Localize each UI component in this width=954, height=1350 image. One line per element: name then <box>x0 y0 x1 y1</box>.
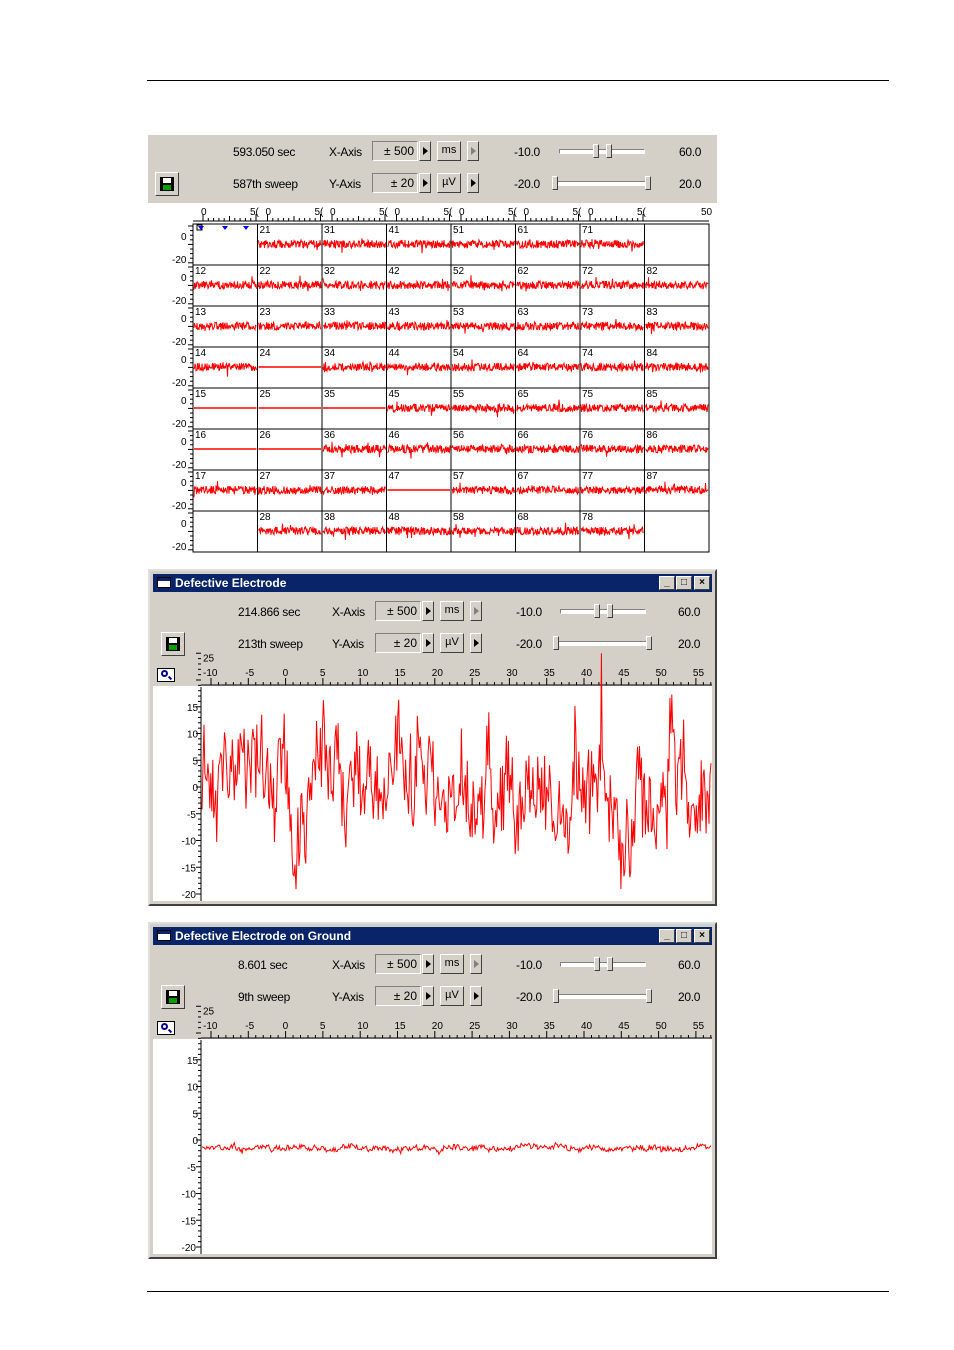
x-tick-label: 0 <box>459 207 465 218</box>
y-range-slider-thumb-high[interactable] <box>646 636 652 650</box>
x-tick-label: 50 <box>701 207 713 218</box>
x-tick-label: 5( <box>379 207 388 218</box>
channel-label: 42 <box>388 266 400 277</box>
channel-label: 25 <box>259 389 271 400</box>
channel-label: 23 <box>259 307 271 318</box>
y-tick-label: -15 <box>181 863 196 875</box>
y-unit-arrow-button[interactable] <box>470 986 482 1006</box>
y-range-arrow-button[interactable] <box>422 986 434 1006</box>
channel-label: 85 <box>646 389 658 400</box>
y-tick-label: 15 <box>187 702 199 714</box>
x-range-field[interactable]: ± 500 <box>372 141 418 161</box>
channel-trace <box>517 322 580 330</box>
y-axis-label: Y-Axis <box>332 637 364 651</box>
y-range-slider-thumb-high[interactable] <box>646 989 652 1003</box>
channel-label: 26 <box>259 430 271 441</box>
channel-label: 22 <box>259 266 271 277</box>
y-tick-label: -5 <box>187 1162 196 1174</box>
x-tick-label: 10 <box>357 1021 369 1032</box>
x-axis-label: X-Axis <box>332 958 365 972</box>
y-unit-button[interactable]: µV <box>440 986 464 1006</box>
x-tick-label: 15 <box>394 1021 406 1032</box>
floppy-disk-icon <box>166 990 180 1004</box>
x-tick-label: 35 <box>543 1021 555 1032</box>
channel-label: 47 <box>388 471 400 482</box>
channel-trace <box>452 322 515 334</box>
channel-label: 67 <box>517 471 529 482</box>
channel-label: 74 <box>582 348 594 359</box>
channel-trace <box>581 319 644 330</box>
channel-trace <box>581 486 644 494</box>
x-tick-label: 25 <box>469 1021 481 1032</box>
channel-cell <box>645 224 710 265</box>
x-range-arrow-button[interactable] <box>422 601 434 621</box>
y-range-slider-thumb-high[interactable] <box>645 176 651 190</box>
sweep-count: 587th sweep <box>233 177 298 191</box>
channel-label: 34 <box>324 348 336 359</box>
channel-trace <box>452 240 515 250</box>
x-unit-arrow-button[interactable] <box>467 141 479 161</box>
control-bar <box>148 135 717 203</box>
x-tick-label: 0 <box>282 1021 289 1032</box>
y-tick-label: 5 <box>192 1109 199 1121</box>
channel-label: 76 <box>582 430 594 441</box>
x-tick-label: 5( <box>508 207 517 218</box>
channel-label: 14 <box>195 348 207 359</box>
x-tick-label: 0 <box>201 207 207 218</box>
slider2-min: -20.0 <box>514 177 540 191</box>
y-range-slider[interactable] <box>556 994 652 999</box>
channel-grid-svg <box>148 203 717 553</box>
channel-trace <box>517 445 580 453</box>
channel-label: 61 <box>517 225 529 236</box>
x-tick-label: 20 <box>431 1021 443 1032</box>
channel-trace <box>646 277 709 289</box>
channel-trace <box>517 523 580 535</box>
maximize-button[interactable]: □ <box>676 576 692 590</box>
event-marker <box>222 226 228 230</box>
x-tick-label: 30 <box>506 668 518 679</box>
channel-cell <box>645 511 710 552</box>
y-tick-label: -10 <box>181 836 196 848</box>
y-unit-arrow-button[interactable] <box>470 633 482 653</box>
channel-trace <box>646 445 709 453</box>
y-tick-label: -5 <box>187 809 196 821</box>
channel-label: 36 <box>324 430 336 441</box>
channel-cell <box>193 224 258 265</box>
channel-trace <box>581 361 644 372</box>
channel-label: 56 <box>453 430 465 441</box>
y-range-field[interactable]: ± 20 <box>375 986 421 1006</box>
channel-trace <box>581 404 644 412</box>
channel-label: 12 <box>195 266 207 277</box>
y-tick-label: 0 <box>192 783 199 794</box>
control-bar <box>150 947 715 1018</box>
y-min-label: -20 <box>172 337 187 348</box>
channel-trace <box>452 524 515 538</box>
x-offset-slider-thumb-2[interactable] <box>607 604 613 618</box>
channel-label: 55 <box>453 389 465 400</box>
channel-label: 53 <box>453 307 465 318</box>
channel-label: 15 <box>195 389 207 400</box>
channel-label: 17 <box>195 471 207 482</box>
floppy-disk-icon <box>160 177 174 191</box>
x-offset-slider[interactable] <box>559 149 645 154</box>
channel-trace <box>323 320 386 330</box>
channel-trace <box>581 444 644 456</box>
zoom-icon[interactable] <box>157 1021 175 1035</box>
x-range-arrow-button[interactable] <box>422 954 434 974</box>
y-min-label: -20 <box>172 501 187 512</box>
channel-label: 27 <box>259 471 271 482</box>
x-tick-label: 10 <box>357 668 369 679</box>
channel-label: 28 <box>259 512 271 523</box>
slider1-max: 60.0 <box>678 605 701 619</box>
y-zero-label: 0 <box>181 314 187 325</box>
channel-trace <box>259 524 322 535</box>
channel-trace <box>323 442 386 458</box>
x-axis-label: X-Axis <box>329 145 362 159</box>
elapsed-time: 214.866 sec <box>238 605 301 619</box>
title-bar <box>153 927 712 945</box>
y-tick-label: 10 <box>187 729 199 741</box>
event-marker <box>243 226 249 230</box>
slider2-min: -20.0 <box>516 990 542 1004</box>
channel-trace <box>194 276 257 289</box>
slider1-min: -10.0 <box>516 958 542 972</box>
x-tick-label: 0 <box>330 207 336 218</box>
y-zero-label: 0 <box>181 232 187 243</box>
channel-label: 63 <box>517 307 529 318</box>
channel-label: 77 <box>582 471 594 482</box>
y-zero-label: 0 <box>181 355 187 366</box>
detail-window-defective <box>148 569 717 906</box>
x-tick-label: 45 <box>618 1021 630 1032</box>
x-offset-slider-thumb-2[interactable] <box>607 957 613 971</box>
y-min-label: -20 <box>172 255 187 266</box>
y-range-arrow-button[interactable] <box>422 633 434 653</box>
channel-trace <box>517 240 580 248</box>
channel-trace <box>194 481 257 497</box>
y-min-label: -20 <box>172 296 187 307</box>
y-min-label: -20 <box>172 460 187 471</box>
channel-cell <box>193 511 258 552</box>
sweep-count: 213th sweep <box>238 637 303 651</box>
channel-label: 35 <box>324 389 336 400</box>
y-axis-label: Y-Axis <box>332 990 364 1004</box>
y-zero-label: 0 <box>181 478 187 489</box>
x-tick-label: 0 <box>282 668 289 679</box>
y-range-slider[interactable] <box>555 181 651 186</box>
channel-label: 71 <box>582 225 594 236</box>
y-min-label: -20 <box>172 378 187 389</box>
channel-trace <box>646 400 709 412</box>
minimize-button[interactable]: _ <box>659 576 675 590</box>
x-axis-label: X-Axis <box>332 605 365 619</box>
minimize-button[interactable]: _ <box>659 929 675 943</box>
y-zero-label: 0 <box>181 273 187 284</box>
channel-trace <box>259 276 322 292</box>
y-zero-label: 0 <box>181 396 187 407</box>
channel-trace <box>646 322 709 335</box>
sweep-count: 9th sweep <box>238 990 291 1004</box>
y-range-slider[interactable] <box>556 641 652 646</box>
channel-trace <box>323 362 386 373</box>
y-tick-label: -10 <box>181 1189 196 1201</box>
y-min-label: -20 <box>172 419 187 430</box>
channel-trace <box>323 486 386 495</box>
save-button[interactable] <box>155 172 179 196</box>
x-tick-label: 0 <box>394 207 401 218</box>
channel-label: 87 <box>646 471 658 482</box>
y-range-slider-thumb-low[interactable] <box>553 636 559 650</box>
grid-window <box>148 135 717 553</box>
trace-plot <box>153 653 712 901</box>
detail-window-ground <box>148 922 717 1259</box>
slider2-max: 20.0 <box>678 990 701 1004</box>
x-tick-label: 5( <box>314 207 324 218</box>
x-offset-slider[interactable] <box>560 962 646 967</box>
header-rule <box>147 80 889 81</box>
x-offset-slider-thumb[interactable] <box>594 604 600 618</box>
x-unit-arrow-button[interactable] <box>470 601 482 621</box>
channel-trace <box>194 322 257 331</box>
channel-trace <box>323 238 386 252</box>
x-offset-slider-thumb-2[interactable] <box>606 144 612 158</box>
maximize-button[interactable]: □ <box>676 929 692 943</box>
elapsed-time: 8.601 sec <box>238 958 288 972</box>
x-tick-label: 15 <box>394 668 406 679</box>
channel-label: 84 <box>646 348 658 359</box>
y-zero-label: 0 <box>181 437 187 448</box>
channel-label: 62 <box>517 266 529 277</box>
channel-trace <box>323 527 386 540</box>
channel-label: 45 <box>388 389 400 400</box>
y-tick-label: 15 <box>187 1055 199 1067</box>
channel-label: 51 <box>453 225 465 236</box>
x-offset-slider[interactable] <box>560 609 646 614</box>
channel-label: 16 <box>195 430 207 441</box>
channel-trace <box>388 320 451 331</box>
y-tick-label: -15 <box>181 1216 196 1228</box>
save-button[interactable] <box>161 985 185 1009</box>
x-tick-label: 25 <box>469 668 481 679</box>
y-tick-label: 0 <box>192 1136 199 1147</box>
channel-label: 32 <box>324 266 336 277</box>
y-unit-arrow-button[interactable] <box>467 173 479 193</box>
x-offset-slider-thumb[interactable] <box>594 957 600 971</box>
x-tick-label: 5( <box>250 207 259 218</box>
x-tick-label: 55 <box>692 1021 705 1032</box>
y-tick-label: 25 <box>203 1006 215 1018</box>
channel-trace <box>517 485 580 494</box>
channel-label: 46 <box>388 430 400 441</box>
trace-plot-svg <box>153 653 712 901</box>
x-unit-button[interactable]: ms <box>437 141 461 161</box>
trace-plot <box>153 1006 712 1254</box>
channel-label: 58 <box>453 512 465 523</box>
slider1-max: 60.0 <box>679 145 702 159</box>
window-icon <box>157 577 171 588</box>
x-tick-label: 40 <box>581 1021 593 1032</box>
channel-label: 83 <box>646 307 658 318</box>
channel-trace <box>646 482 709 494</box>
channel-trace <box>388 362 451 375</box>
x-unit-button[interactable]: ms <box>440 954 464 974</box>
x-tick-label: 0 <box>523 207 530 218</box>
x-range-field[interactable]: ± 500 <box>375 954 421 974</box>
x-tick-label: -5 <box>245 1021 255 1032</box>
zoom-icon[interactable] <box>157 668 175 682</box>
x-tick-label: 35 <box>543 668 555 679</box>
channel-label: 68 <box>517 512 529 523</box>
slider2-min: -20.0 <box>516 637 542 651</box>
channel-trace <box>388 442 451 458</box>
x-tick-label: 0 <box>588 207 594 218</box>
channel-trace <box>259 321 322 330</box>
channel-label: 57 <box>453 471 465 482</box>
y-range-slider-thumb-low[interactable] <box>553 989 559 1003</box>
channel-trace <box>517 400 580 412</box>
slider1-max: 60.0 <box>678 958 701 972</box>
control-bar <box>150 594 715 665</box>
channel-trace <box>581 277 644 289</box>
x-tick-label: -10 <box>203 668 218 679</box>
channel-label: 73 <box>582 307 594 318</box>
x-tick-label: 20 <box>431 668 443 679</box>
channel-label: 21 <box>259 225 271 236</box>
y-zero-label: 0 <box>181 519 187 530</box>
x-tick-label: 50 <box>655 1021 667 1032</box>
x-offset-slider-thumb[interactable] <box>593 144 599 158</box>
channel-label: 82 <box>646 266 658 277</box>
channel-trace <box>581 239 644 251</box>
signal-trace <box>202 653 711 889</box>
y-range-slider-thumb-low[interactable] <box>552 176 558 190</box>
channel-label: 41 <box>388 225 400 236</box>
channel-grid <box>148 203 717 553</box>
channel-label: 43 <box>388 307 400 318</box>
channel-trace <box>517 362 580 371</box>
y-axis-label: Y-Axis <box>329 177 361 191</box>
slider1-min: -10.0 <box>516 605 542 619</box>
y-tick-label: 10 <box>187 1082 199 1094</box>
channel-trace <box>646 363 709 373</box>
x-range-field[interactable]: ± 500 <box>375 601 421 621</box>
floppy-disk-icon <box>166 637 180 651</box>
slider2-max: 20.0 <box>678 637 701 651</box>
footer-rule <box>147 1291 889 1292</box>
window-icon <box>157 930 171 941</box>
y-tick-label: 5 <box>192 756 199 768</box>
channel-trace <box>452 404 515 417</box>
channel-label: 44 <box>388 348 400 359</box>
x-tick-label: 5( <box>637 207 646 218</box>
channel-trace <box>259 240 322 250</box>
save-button[interactable] <box>161 632 185 656</box>
x-tick-label: -5 <box>245 668 255 679</box>
x-tick-label: 30 <box>506 1021 518 1032</box>
channel-label: 64 <box>517 348 529 359</box>
channel-label: 66 <box>517 430 529 441</box>
x-unit-button[interactable]: ms <box>440 601 464 621</box>
channel-trace <box>517 281 580 291</box>
x-tick-label: 5 <box>319 668 326 679</box>
slider2-max: 20.0 <box>679 177 702 191</box>
y-tick-label: -20 <box>181 1243 196 1254</box>
y-tick-label: 25 <box>203 653 215 665</box>
title-bar <box>153 574 712 592</box>
window-title: Defective Electrode <box>175 576 287 590</box>
channel-label: 37 <box>324 471 336 482</box>
channel-trace <box>388 240 451 253</box>
y-min-label: -20 <box>172 542 187 553</box>
close-button[interactable]: × <box>694 929 710 943</box>
channel-trace <box>388 279 451 291</box>
y-range-field[interactable]: ± 20 <box>372 173 418 193</box>
channel-trace <box>323 278 386 291</box>
y-unit-button[interactable]: µV <box>437 173 461 193</box>
channel-label: 31 <box>324 225 336 236</box>
x-tick-label: 55 <box>692 668 705 679</box>
channel-trace <box>388 402 451 416</box>
x-tick-label: 5( <box>572 207 582 218</box>
channel-label: 33 <box>324 307 336 318</box>
channel-trace <box>581 524 644 539</box>
channel-trace <box>259 485 322 495</box>
channel-trace <box>388 527 451 538</box>
x-tick-label: 5 <box>319 1021 326 1032</box>
channel-trace <box>452 360 515 372</box>
channel-label: 75 <box>582 389 594 400</box>
signal-trace <box>202 1143 711 1155</box>
channel-label: 78 <box>582 512 594 523</box>
elapsed-time: 593.050 sec <box>233 145 296 159</box>
channel-label: 38 <box>324 512 336 523</box>
x-tick-label: 45 <box>618 668 630 679</box>
channel-label: 65 <box>517 389 529 400</box>
channel-trace <box>452 483 515 494</box>
x-tick-label: -10 <box>203 1021 218 1032</box>
x-unit-arrow-button[interactable] <box>470 954 482 974</box>
channel-label: 52 <box>453 266 465 277</box>
channel-label: 13 <box>195 307 207 318</box>
y-range-field[interactable]: ± 20 <box>375 633 421 653</box>
channel-trace <box>194 362 257 376</box>
channel-trace <box>452 444 515 455</box>
trace-plot-svg <box>153 1006 712 1254</box>
channel-trace <box>452 275 515 291</box>
channel-label: 24 <box>259 348 271 359</box>
channel-label: 48 <box>388 512 400 523</box>
y-unit-button[interactable]: µV <box>440 633 464 653</box>
x-range-arrow-button[interactable] <box>419 141 431 161</box>
x-tick-label: 0 <box>265 207 272 218</box>
close-button[interactable]: × <box>694 576 710 590</box>
x-tick-label: 50 <box>655 668 667 679</box>
channel-label: 54 <box>453 348 465 359</box>
x-tick-label: 5( <box>443 207 453 218</box>
x-tick-label: 40 <box>581 668 593 679</box>
channel-label: 72 <box>582 266 594 277</box>
y-range-arrow-button[interactable] <box>419 173 431 193</box>
channel-label: 86 <box>646 430 658 441</box>
y-tick-label: -20 <box>181 890 196 901</box>
window-title: Defective Electrode on Ground <box>175 929 352 943</box>
slider1-min: -10.0 <box>514 145 540 159</box>
